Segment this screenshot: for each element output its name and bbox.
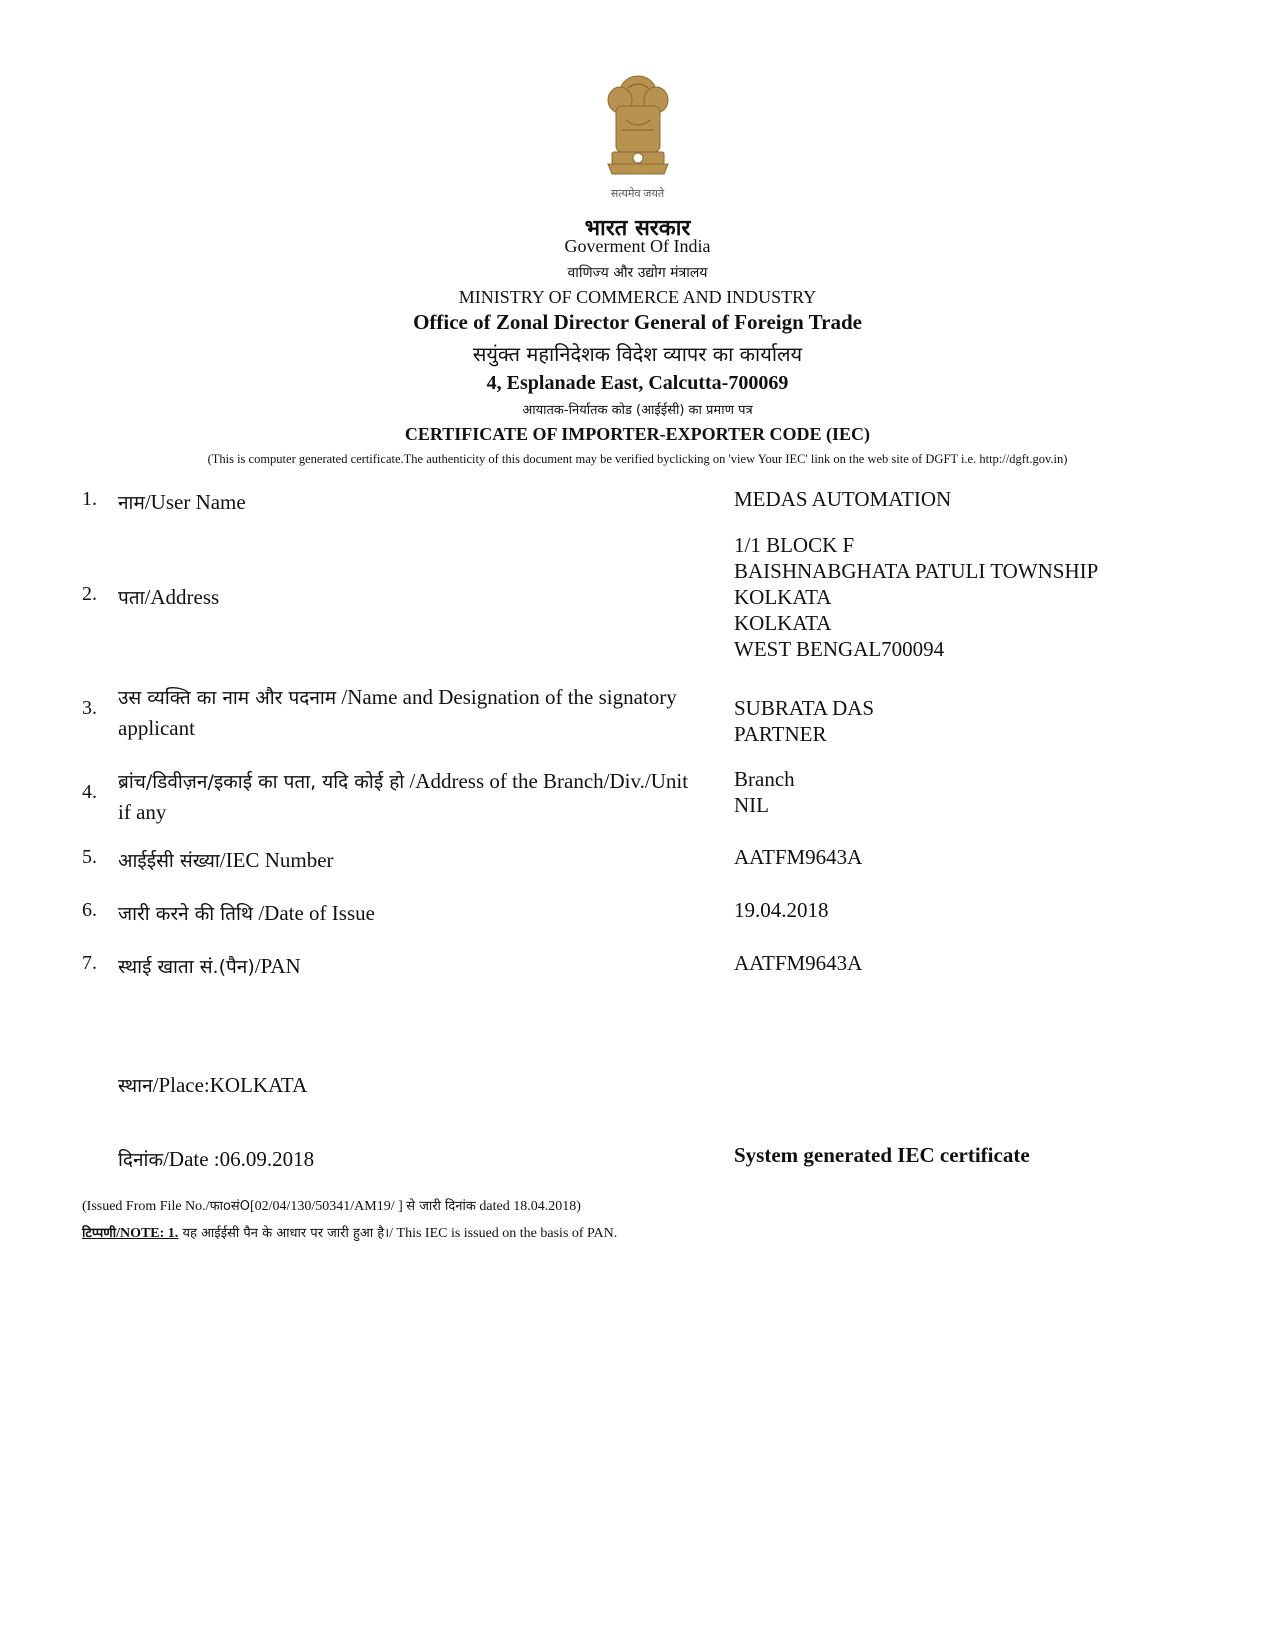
value-line: AATFM9643A <box>734 845 863 869</box>
row-number: 5. <box>82 846 97 868</box>
government-line: Goverment Of India <box>564 236 711 256</box>
value-line: Branch <box>734 767 795 791</box>
office-address: 4, Esplanade East, Calcutta-700069 <box>486 372 789 394</box>
user-name-label <box>118 487 698 518</box>
branch-address-value <box>734 766 795 818</box>
value-line: AATFM9643A <box>734 951 863 975</box>
date-of-issue-value <box>734 897 829 923</box>
iec-number-label <box>118 845 698 876</box>
value-line: KOLKATA <box>734 585 832 609</box>
value-line: 1/1 BLOCK F <box>734 533 855 557</box>
row-number: 7. <box>82 952 97 974</box>
issued-date: dated 18.04.2018) <box>475 1199 581 1214</box>
value-line: BAISHNABGHATA PATULI TOWNSHIP <box>734 559 1099 583</box>
place-line <box>118 1070 698 1101</box>
date-line <box>118 1144 698 1175</box>
date-hindi: दिनांक <box>118 1149 164 1171</box>
row-number: 4. <box>82 781 97 803</box>
label-hindi: उस व्यक्ति का नाम और पदनाम <box>118 687 337 709</box>
label-hindi: स्थाई खाता सं.(पैन) <box>118 956 255 978</box>
label-hindi: जारी करने की तिथि <box>118 903 254 925</box>
value-line: WEST BENGAL700094 <box>734 637 945 661</box>
value-line: SUBRATA DAS <box>734 696 875 720</box>
signatory-value <box>734 695 874 747</box>
label-hindi: पता <box>118 587 145 609</box>
file-number: [02/04/130/50341/AM19/ ] <box>249 1199 407 1214</box>
note-label-hindi: टिप्पणी <box>82 1226 117 1241</box>
national-emblem-icon <box>598 70 678 200</box>
label-english: /PAN <box>254 954 301 978</box>
value-line: NIL <box>734 793 769 817</box>
row-number: 6. <box>82 899 97 921</box>
ministry-hindi: वाणिज्य और उद्योग मंत्रालय <box>567 265 708 281</box>
authenticity-note: (This is computer generated certificate.The authenticity of this document may be verified byclicking on 'view Your IEC' link on the web site of DGFT i.e. http://dgft.gov.in) <box>207 452 1068 466</box>
row-number: 1. <box>82 488 97 510</box>
row-number: 2. <box>82 583 97 605</box>
value-line: PARTNER <box>734 722 827 746</box>
issued-hindi: फाoसंO <box>209 1199 250 1214</box>
label-english: /Name and Designation of the signatory applicant <box>118 685 677 740</box>
label-english: /Address <box>144 585 220 609</box>
value-line: 19.04.2018 <box>734 898 829 922</box>
system-generated-note: System generated IEC certificate <box>734 1143 1030 1167</box>
value-line: MEDAS AUTOMATION <box>734 487 952 511</box>
issued-hindi-2: से जारी दिनांक <box>406 1199 476 1214</box>
label-english: /Address of the Branch/Div./Unit if any <box>118 769 689 824</box>
user-name-value <box>734 486 951 512</box>
place-english: /Place:KOLKATA <box>152 1073 308 1097</box>
label-hindi: नाम <box>118 492 145 514</box>
office-title: Office of Zonal Director General of Foreign Trade <box>413 310 862 334</box>
pan-label <box>118 951 698 982</box>
note-label: /NOTE: 1. <box>116 1226 179 1241</box>
emblem-motto: सत्यमेव जयते <box>610 188 665 200</box>
office-hindi: सयुंक्त महानिदेशक विदेश व्यापर का कार्यालय <box>472 342 803 366</box>
note-hindi: यह आईईसी पैन के आधार पर जारी हुआ है। <box>178 1226 390 1241</box>
hindi-government-title: भारत सरकार <box>584 216 691 241</box>
row-number: 3. <box>82 697 97 719</box>
value-line: KOLKATA <box>734 611 832 635</box>
note-english: / This IEC is issued on the basis of PAN. <box>389 1226 618 1241</box>
address-value <box>734 532 1098 662</box>
certificate-title: CERTIFICATE OF IMPORTER-EXPORTER CODE (IEC) <box>404 424 871 444</box>
signatory-label <box>118 682 698 743</box>
issued-from-line <box>82 1196 581 1215</box>
label-english: /IEC Number <box>219 848 334 872</box>
date-of-issue-label <box>118 898 698 929</box>
iec-number-value <box>734 844 862 870</box>
issued-prefix: (Issued From File No./ <box>82 1199 210 1214</box>
pan-note-line <box>82 1223 617 1242</box>
label-english: /User Name <box>144 490 246 514</box>
label-english: /Date of Issue <box>253 901 375 925</box>
ministry-line: MINISTRY OF COMMERCE AND INDUSTRY <box>458 287 817 307</box>
place-hindi: स्थान <box>118 1075 153 1097</box>
certificate-hindi-title: आयातक-निर्यातक कोड (आईईसी) का प्रमाण पत्र <box>522 403 753 418</box>
label-hindi: ब्रांच/डिवीज़न/इकाई का पता, यदि कोई हो <box>118 771 405 793</box>
address-label <box>118 582 698 613</box>
pan-value <box>734 950 862 976</box>
date-english: /Date :06.09.2018 <box>163 1147 315 1171</box>
branch-address-label <box>118 766 698 827</box>
label-hindi: आईईसी संख्या <box>118 850 220 872</box>
